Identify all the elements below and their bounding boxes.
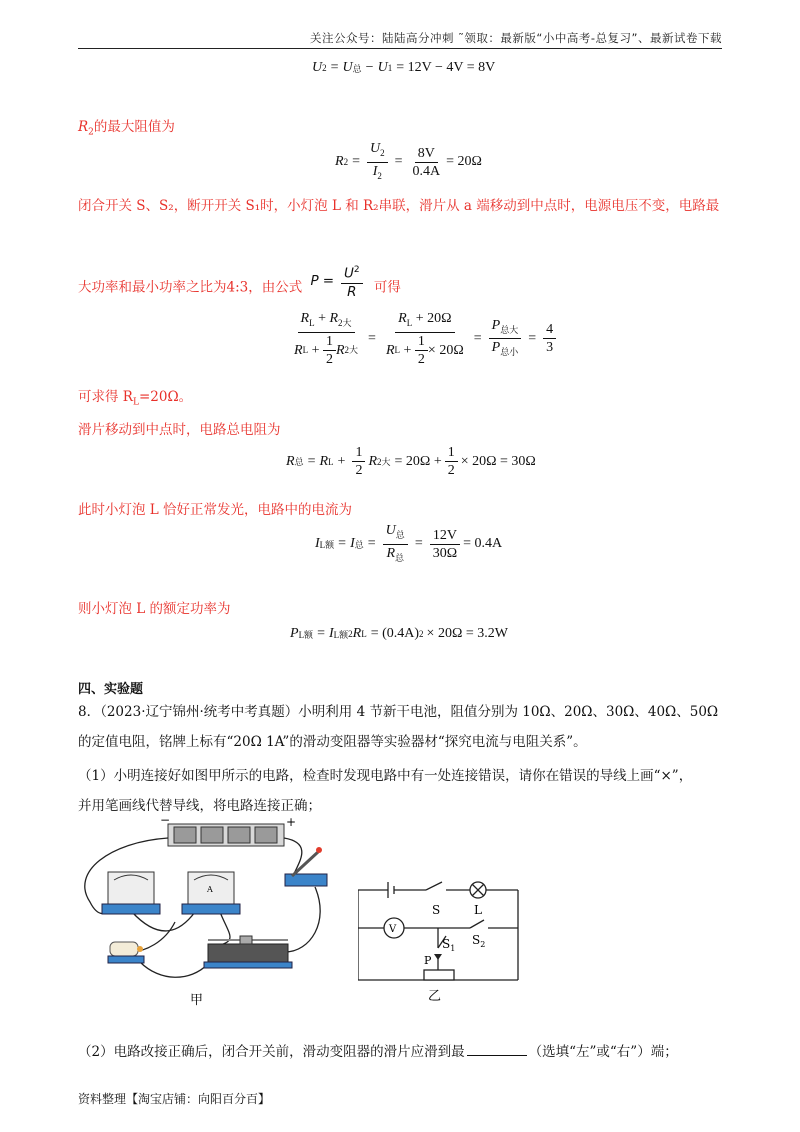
q8-part1-line1: （1）小明连接好如图甲所示的电路，检查时发现电路中有一处连接错误，请你在错误的导线上画“×”，	[78, 768, 693, 784]
footer-text: 资料整理【淘宝店铺：向阳百分百】	[78, 1092, 271, 1106]
label-l: L	[474, 903, 482, 917]
circuit-figure-jia	[70, 812, 360, 1012]
equation-r2: R 2 = $\frac{U_2}{I_2}$ = $\frac{8V}{0.4A}$ = 20Ω	[335, 141, 482, 181]
formula-p: P = $\frac{U^2}{R}$	[311, 262, 366, 301]
section-heading: 四、实验题	[78, 682, 144, 697]
ammeter-label: A	[207, 885, 213, 894]
knife-switch	[285, 847, 327, 886]
label-s1: $S_1$	[442, 937, 456, 953]
header-text: 关注公众号：陆陆高分冲刺 ˜领取：最新版“小中高考-总复习”、最新试卷下载	[310, 31, 722, 45]
r2-max-label: $R_2$的最大阻值为	[78, 119, 175, 138]
label-p: P	[424, 954, 432, 967]
rated-power-text: 则小灯泡 L 的额定功率为	[78, 601, 231, 617]
q8-line1: 8．（2023·辽宁锦州·统考中考真题）小明利用 4 节新干电池，阻值分别为 10Ω、20Ω、30Ω、40Ω、50Ω	[78, 704, 719, 720]
battery-pack	[168, 824, 284, 846]
page-footer	[78, 1090, 270, 1107]
label-s: S	[432, 903, 441, 917]
q8-part2: （2）电路改接正确后，闭合开关前，滑动变阻器的滑片应滑到最 （选填“左”或“右”）端；	[78, 1044, 678, 1060]
equation-ratio: $R_L + R_{2大}$ R L + $\frac{1}{2}$ R 2大 = $R_L + 20\Omega$ R L + $\frac{1}{2}$ × 20Ω = $\frac{P_{总大}}{P_{总小}}$ = $\frac{4}{3}$	[288, 310, 559, 368]
equation-power: P L额 = I L额 2 R L = (0.4A) 2 × 20Ω = 3.2W	[290, 626, 508, 641]
rheostat-device	[204, 936, 292, 968]
power-ratio-text: 大功率和最小功率之比为4:3，由公式 P = $\frac{U^2}{R}$ 可得	[78, 268, 401, 307]
ammeter-device	[182, 872, 240, 914]
voltmeter-device	[102, 872, 160, 914]
equation-current: I L额 = I 总 = $\frac{U_总}{R_总}$ = $\frac{12V}{30\Omega}$ = 0.4A	[315, 523, 503, 563]
battery-plus: +	[286, 815, 297, 829]
page-header	[78, 30, 722, 49]
mid-point-text: 滑片移动到中点时，电路总电阻为	[78, 422, 281, 438]
equation-u2: U 2 = U 总 − U 1 = 12V − 4V = 8V	[312, 60, 496, 75]
label-v: V	[389, 924, 397, 935]
normal-light-text: 此时小灯泡 L 恰好正常发光，电路中的电流为	[78, 502, 353, 518]
circuit-figure-yi	[358, 870, 528, 1005]
label-s2: $S_2$	[472, 933, 486, 949]
fixed-resistor	[108, 942, 144, 963]
q8-line2: 的定值电阻，铭牌上标有“20Ω 1A”的滑动变阻器等实验器材“探究电流与电阻关系”。	[78, 734, 587, 750]
battery-minus: −	[160, 813, 171, 827]
label-yi: 乙	[428, 989, 442, 1004]
q8-part1-line2: 并用笔画线代替导线，将电路连接正确；	[78, 798, 321, 814]
rl-result: 可求得 $R_L=20\Omega$。	[78, 389, 193, 408]
close-switch-text: 闭合开关 S、S₂，断开开关 S₁时，小灯泡 L 和 R₂串联，滑片从 a 端移动到中点时，电源电压不变，电路最	[78, 198, 720, 214]
equation-r-total: R 总 = R L + $\frac{1}{2}$ R 2大 = 20Ω + $\frac{1}{2}$ × 20Ω = 30Ω	[286, 445, 536, 478]
answer-blank[interactable]	[467, 1055, 527, 1056]
label-jia: 甲	[190, 993, 204, 1008]
